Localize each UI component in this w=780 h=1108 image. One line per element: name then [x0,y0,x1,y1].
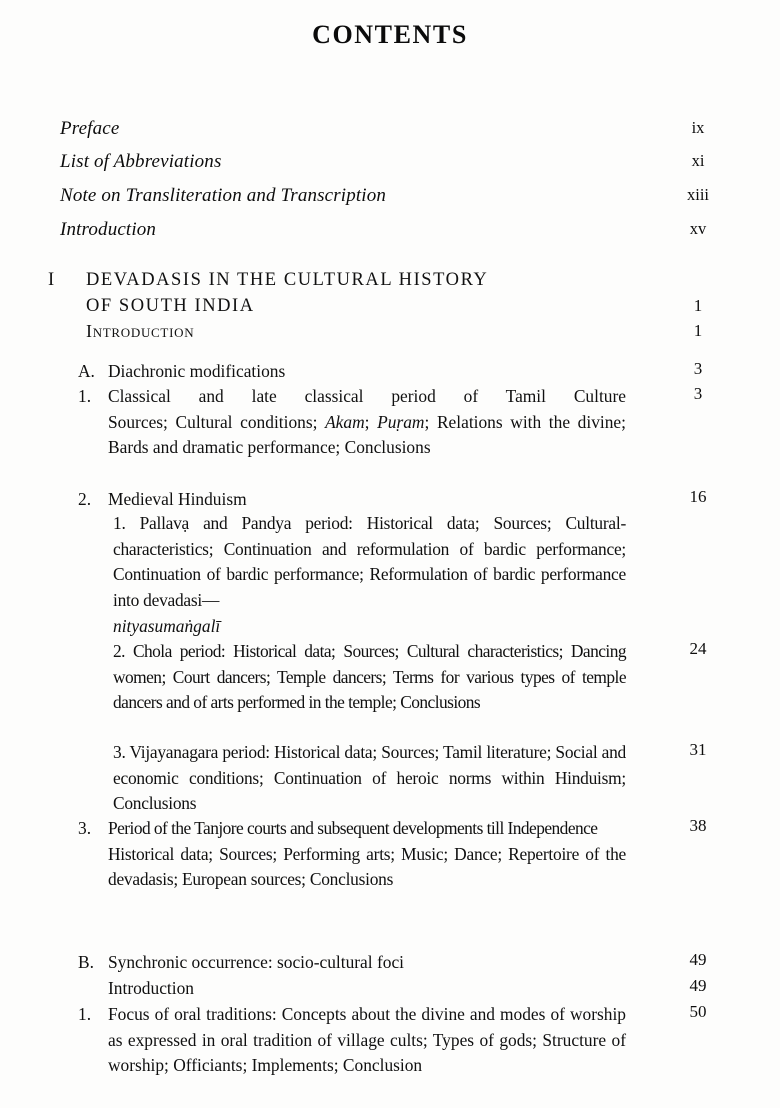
subentry-text: 1. Pallavạ and Pandya period: Historical data; Sources; Cultural-characteristics; Continuation and reformulation of bardic performance; Continuation of bardic performance; Reformulation of bardic performance into devadasi— [113,513,626,610]
entry-marker: 1. [78,1004,92,1024]
entry-page: 38 [689,816,707,835]
entry-page: 3 [693,359,703,378]
entry-marker: A. [78,361,95,381]
chapter-numeral: I [48,270,55,290]
term-puram: Puṛam [377,411,425,432]
entry-description: Sources; Cultural conditions; Akam; Puṛam; Relations with the divine; Bards and dramatic performance; Conclusions [108,411,626,458]
page-title: CONTENTS [312,20,468,49]
entry-heading: Classical and late classical period of Tamil Culture [108,386,626,406]
front-matter-label: Introduction [60,219,157,240]
subentry-text: 2. Chola period: Historical data; Sources; Cultural characteristics; Dancing women; Court dancers; Temple dancers; Terms for various types of temple dancers and of arts performed in the temple; Conclusions [113,641,626,713]
entry-description: Historical data; Sources; Performing arts; Music; Dance; Repertoire of the devadasis; European sources; Conclusions [108,843,626,890]
entry-marker: 1. [78,386,92,406]
front-matter-page: xv [689,219,707,238]
entry-page: 50 [689,1002,707,1021]
entry-marker: 2. [78,489,92,509]
entry-marker: 3. [78,818,92,838]
front-matter-page: ix [691,118,705,137]
entry-text: Introduction [108,978,194,998]
chapter-title-line1: DEVADASIS IN THE CULTURAL HISTORY [86,270,489,290]
chapter-intro-page: 1 [693,321,703,340]
front-matter-label: Note on Transliteration and Transcription [60,185,387,206]
chapter-intro-label: Introduction [86,321,195,341]
entry-text: Synchronic occurrence: socio-cultural foci [108,952,404,972]
front-matter-page: xiii [686,185,709,204]
entry-text: Focus of oral traditions: Concepts about the divine and modes of worship as expressed in oral tradition of village cults; Types of gods; Structure of worship; Officiants; Implements; Conclusion [108,1004,626,1076]
front-matter-page: xi [691,151,705,170]
front-matter-label: List of Abbreviations [60,151,222,172]
chapter-title-line2: OF SOUTH INDIA [86,296,255,316]
entry-page: 3 [693,384,703,403]
entry-page: 16 [689,487,707,506]
entry-page: 49 [689,976,707,995]
entry-text: Diachronic modifications [108,361,286,381]
subentry-text: 3. Vijayanagara period: Historical data; Sources; Tamil literature; Social and economic conditions; Continuation of heroic norms within Hinduism; Conclusions [113,742,626,814]
entry-marker: B. [78,952,94,972]
term-nityasumangali: nityasumaṅgalī [113,616,221,636]
front-matter-label: Preface [60,118,120,139]
chapter-page: 1 [693,296,703,315]
subentry-page: 31 [689,740,707,759]
subentry-page: 24 [689,639,707,658]
term-akam: Akam [325,411,365,432]
entry-heading: Period of the Tanjore courts and subsequent developments till Independence [108,818,598,838]
entry-page: 49 [689,950,707,969]
entry-heading: Medieval Hinduism [108,489,247,509]
